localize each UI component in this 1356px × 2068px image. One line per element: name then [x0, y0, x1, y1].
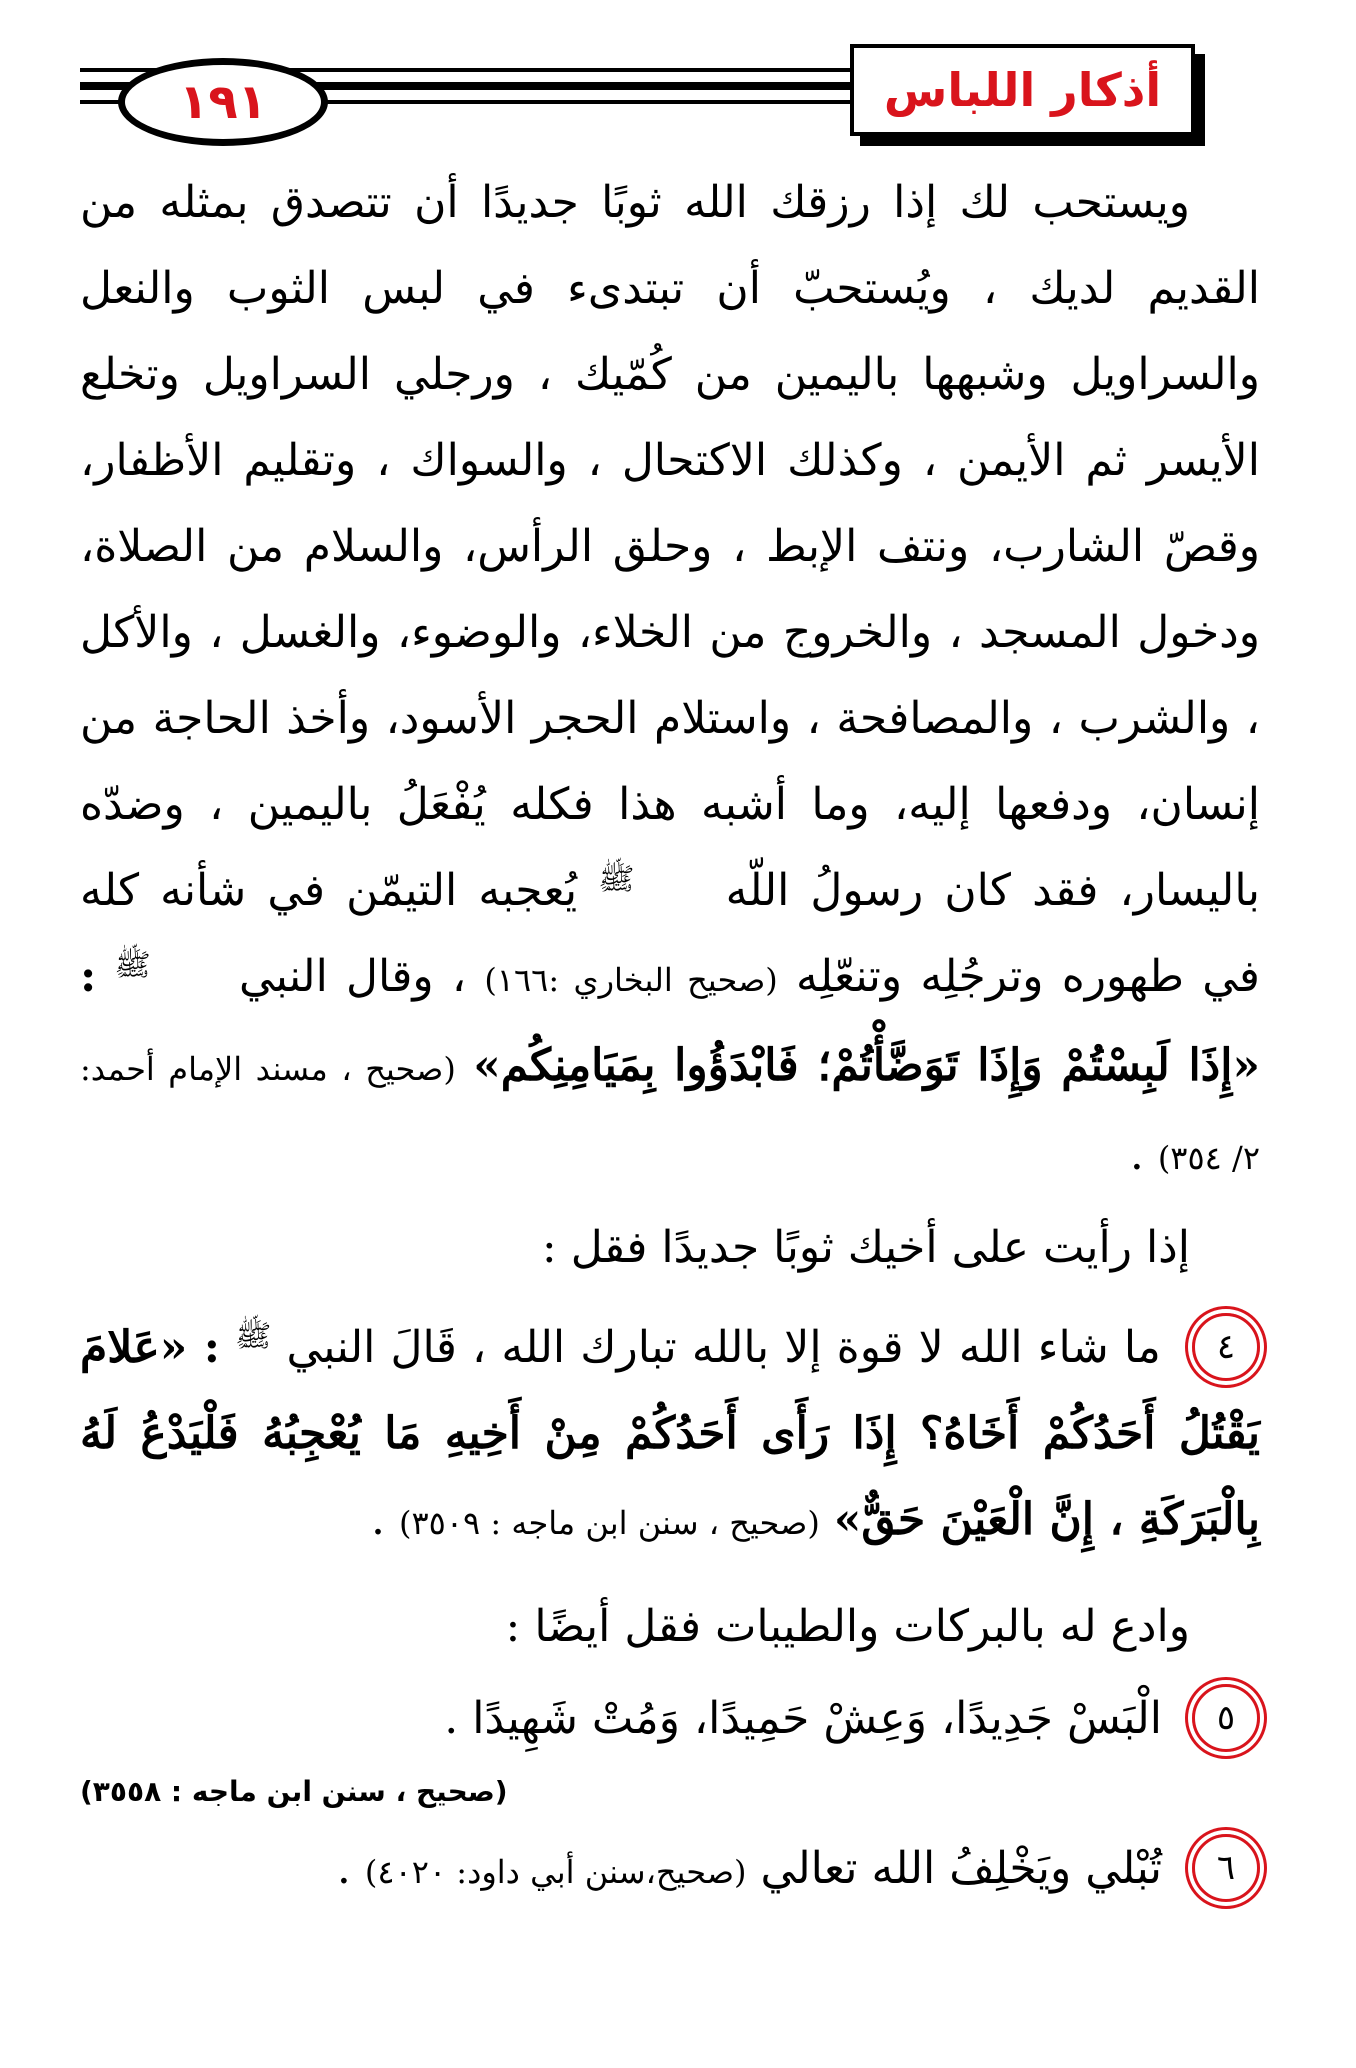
heading-blessings: وادع له بالبركات والطيبات فقل أيضًا :: [505, 1601, 1190, 1652]
intro-text: ويستحب لك إذا رزقك الله ثوبًا جديدًا أن تتصدق بمثله من القديم لديك ، ويُستحبّ أن تبتدىء في لبس الثوب والنعل والسراويل وشبهها باليمين من كُمّيك ، ورجلي السراويل وتخلع الأيسر ثم الأيمن ، وكذلك الاكتحال ، والسواك ، وتقليم الأظفار، وقصّ الشارب، ونتف الإبط ، وحلق الرأس، والسلام من الصلاة، ودخول المسجد ، والخروج من الخلاء، والوضوء، والغسل ، والأكل ، والشرب ، والمصافحة ، واستلام الحجر الأسود، وأخذ الحاجة من إنسان، ودفعها إليه، وما أشبه هذا فكله يُفْعَلُ باليمين ، وضدّه باليسار، فقد كان رسولُ اللّه: [80, 177, 1261, 916]
item-reference: (صحيح،سنن أبي داود: ٤٠٢٠): [364, 1853, 747, 1891]
salawat-icon: ﷺ: [235, 1319, 272, 1355]
hadith-quote: : «إِذَا لَبِسْتُمْ وَإِذَا تَوَضَّأْتُمْ؛ فَابْدَؤُوا بِمَيَامِنِكُم»: [80, 951, 1261, 1091]
ahmad-reference: (صحيح ، مسند الإمام أحمد: ٢/ ٣٥٤): [80, 1050, 1260, 1177]
red-rosette-ornament-icon: [1192, 1834, 1260, 1902]
item-text: ما شاء الله لا قوة إلا بالله تبارك الله ، قَالَ النبي: [286, 1322, 1161, 1373]
dhikr-item: [80, 1305, 1260, 1566]
item-number: ٤: [1216, 1326, 1236, 1367]
intro-text-continued: يُعجبه التيمّن في شأنه كله في طهوره وترجُلِه وتنعّلِه: [80, 865, 1260, 1002]
heading-new-garment: إذا رأيت على أخيك ثوبًا جديدًا فقل :: [541, 1222, 1190, 1273]
item-reference: (صحيح ، سنن ابن ماجه : ٣٥٠٩): [399, 1504, 820, 1542]
intro-end-mark: .: [1129, 1129, 1144, 1180]
page-number-badge: [118, 58, 328, 146]
red-rosette-ornament-icon: [1192, 1684, 1260, 1752]
intro-paragraph: [80, 160, 1260, 1201]
item-reference: (صحيح ، سنن ابن ماجه : ٣٥٥٨): [80, 1775, 508, 1808]
item-number: ٦: [1216, 1847, 1236, 1888]
red-rosette-ornament-icon: [1192, 1313, 1260, 1381]
item-end-mark: .: [371, 1494, 385, 1545]
item-text: الْبَسْ جَدِيدًا، وَعِشْ حَمِيدًا، وَمُتْ شَهِيدًا .: [444, 1693, 1162, 1744]
salawat-icon: ﷺ: [114, 948, 151, 984]
item-text: تُبْلي ويَخْلِفُ الله تعالي: [760, 1843, 1162, 1894]
dhikr-item: [80, 1826, 1260, 1915]
item-end-mark: .: [336, 1843, 351, 1894]
section-title: أذكار اللباس: [883, 63, 1162, 117]
item-hadith-quote: : «عَلامَ يَقْتُلُ أَحَدُكُمْ أَخَاهُ؟ إِذَا رَأَى أَحَدُكُمْ مِنْ أَخِيهِ مَا يُعْجِبُهُ فَلْيَدْعُ لَهُ بِالْبَرَكَةِ ، إِنَّ الْعَيْنَ حَقٌّ»: [80, 1322, 1260, 1545]
page-content: [80, 160, 1260, 1915]
page-header: [0, 0, 1356, 150]
intro-text-continued-2: ، وقال النبي: [238, 951, 467, 1002]
bukhari-reference: (صحيح البخاري :١٦٦): [484, 961, 778, 999]
page-number: ١٩١: [179, 74, 267, 130]
section-title-box: [850, 44, 1195, 136]
dhikr-item: [80, 1676, 1260, 1762]
item-number: ٥: [1216, 1697, 1236, 1738]
salawat-icon: ﷺ: [598, 862, 635, 898]
